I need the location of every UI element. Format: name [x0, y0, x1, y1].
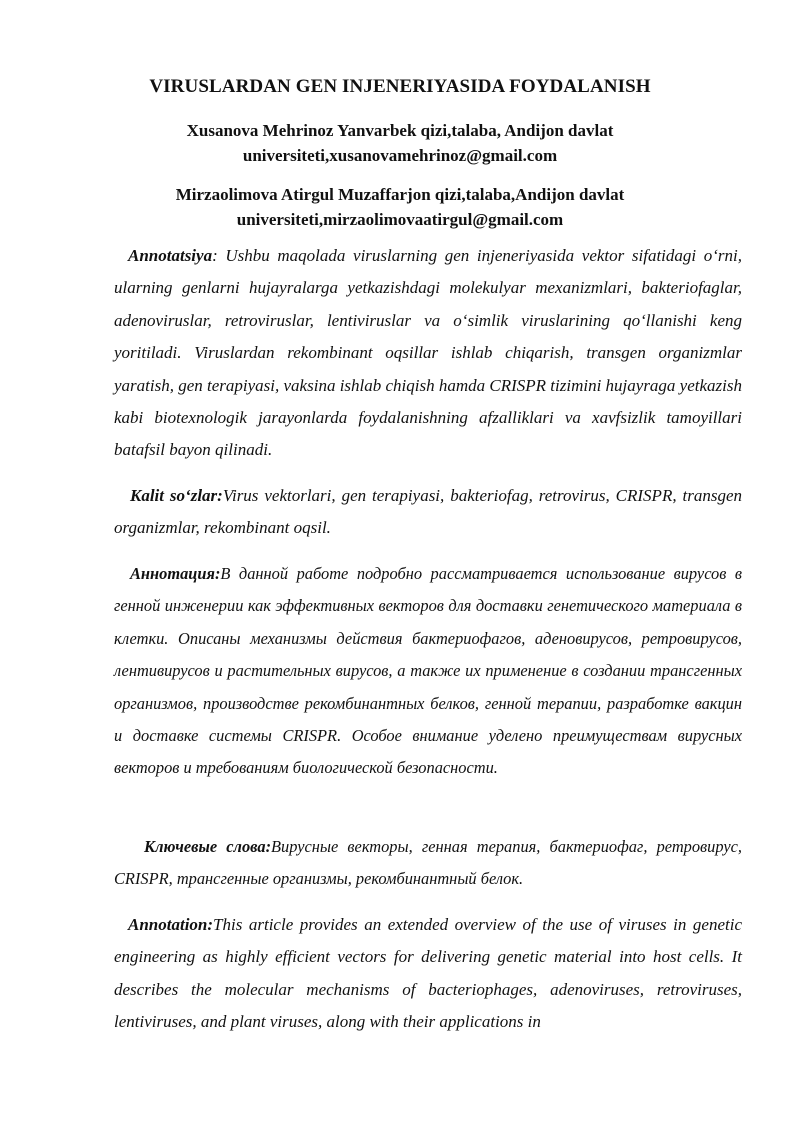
annotatsiya-text: : Ushbu maqolada viruslarning gen injeneriyasida vektor sifatidagi o‘rni, ularning genlarni hujayralarga yetkazishdagi molekulyar mexanizmlari, bakteriofaglar, adenoviruslar, retroviruslar, lentiviruslar va o‘simlik viruslarining qo‘llanishi keng yoritiladi. Viruslardan rekombinant oqsillar ishlab chiqarish, transgen organizmlar yaratish, gen terapiyasi, vaksina ishlab chiqish hamda CRISPR tizimini hujayraga yetkazish kabi biotexnologik jarayonlarda foydalanishning afzalliklari va xavfsizlik tamoyillari batafsil bayon qilinadi.: [114, 246, 742, 460]
annotatsiya-label: Annotatsiya: [128, 246, 213, 265]
author-2-line-1: Mirzaolimova Atirgul Muzaffarjon qizi,talaba,Andijon davlat: [175, 185, 625, 204]
keywords-ru-text: Вирусные векторы, генная терапия, бактериофаг, ретровирус, CRISPR, трансгенные организмы, рекомбинантный белок.: [114, 837, 742, 889]
keywords-text: Virus vektorlari, gen terapiyasi, bakteriofag, retrovirus, CRISPR, transgen organizmlar, rekombinant oqsil.: [114, 486, 743, 538]
keywords-label: Kalit so‘zlar:: [130, 486, 223, 505]
author-2: [0, 182, 800, 232]
keywords-ru-label: Ключевые слова:: [144, 837, 272, 856]
annotation-ru-label: Аннотация:: [130, 564, 221, 583]
annotation-en-label: Annotation:: [128, 915, 214, 934]
author-1-line-2: universiteti,xusanovamehrinoz@gmail.com: [242, 146, 558, 165]
annotatsiya-paragraph: [114, 240, 742, 467]
keywords-ru-paragraph: [114, 831, 742, 896]
author-1: [0, 118, 800, 168]
author-1-line-1: Xusanova Mehrinoz Yanvarbek qizi,talaba, Andijon davlat: [186, 121, 614, 140]
paper-title: VIRUSLARDAN GEN INJENERIYASIDA FOYDALANISH: [149, 76, 651, 97]
annotation-en-text: This article provides an extended overview of the use of viruses in genetic engineering as highly efficient vectors for delivering genetic material into host cells. It describes the molecular mechanisms of bacteriophages, adenoviruses, retroviruses, lentiviruses, and plant viruses, along with their applications in: [114, 915, 742, 1032]
keywords-paragraph: [114, 480, 742, 545]
annotation-ru-text: В данной работе подробно рассматривается использование вирусов в генной инженерии как эффективных векторов для доставки генетического материала в клетки. Описаны механизмы действия бактериофагов, аденовирусов, ретровирусов, лентивирусов и растительных вирусов, а также их применение в создании трансгенных организмов, производстве рекомбинантных белков, генной терапии, разработке вакцин и доставке системы CRISPR. Особое внимание уделено преимуществам вирусных векторов и требованиям биологической безопасности.: [114, 564, 742, 778]
author-2-line-2: universiteti,mirzaolimovaatirgul@gmail.com: [236, 210, 564, 229]
annotation-ru-paragraph: [114, 558, 742, 785]
annotation-en-paragraph: [114, 909, 742, 1039]
